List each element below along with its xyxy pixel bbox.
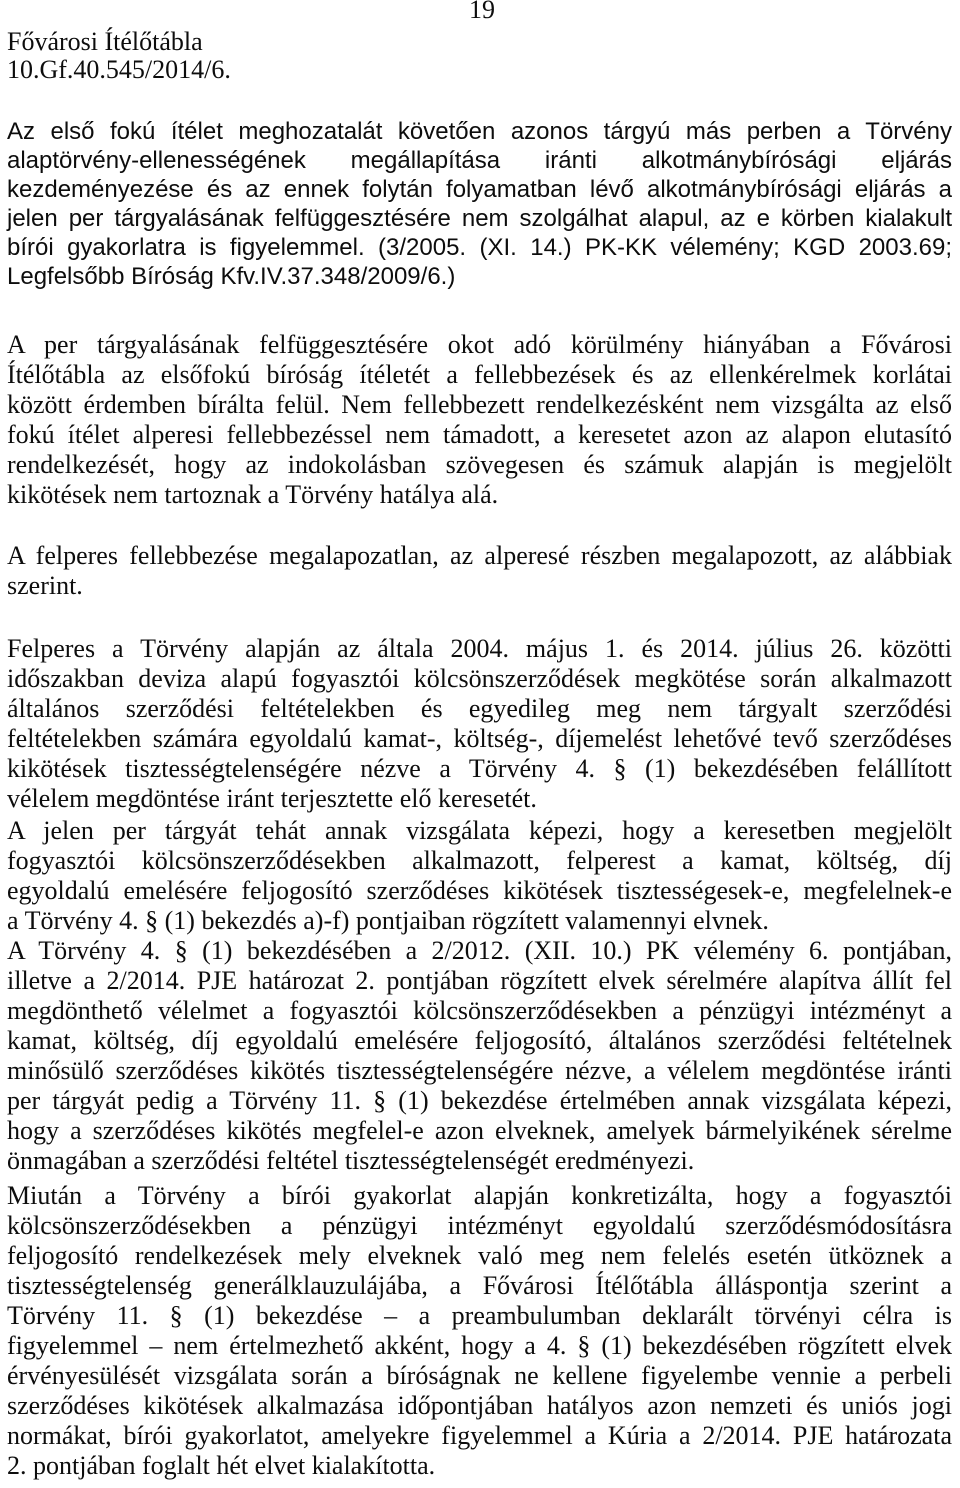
text-paragraph <box>7 541 952 601</box>
text-paragraph <box>7 936 952 1176</box>
paragraph-line: megdönthető vélelmet a fogyasztói kölcsönszerződésekben a pénzügyi intézményt a <box>7 996 952 1025</box>
paragraph-line: kölcsönszerződésekben a pénzügyi intézményt egyoldalú szerződésmódosításra <box>7 1211 952 1240</box>
paragraph-line: szerződéses kikötések alkalmazása időpontjában hatályos azon nemzeti és uniós jogi <box>7 1391 952 1420</box>
paragraph-line: per tárgyát pedig a Törvény 11. § (1) bekezdése értelmében annak vizsgálata képezi, <box>7 1086 952 1115</box>
paragraph-line: A Törvény 4. § (1) bekezdésében a 2/2012. (XII. 10.) PK vélemény 6. pontjában, <box>7 936 952 965</box>
paragraph-line: Ítélőtábla az elsőfokú bíróság ítéletét a fellebbezések és az ellenkérelmek korlátai <box>7 360 952 389</box>
text-paragraph <box>7 330 952 510</box>
document-header <box>7 28 507 84</box>
paragraph-line: Az első fokú ítélet meghozatalát követően azonos tárgyú más perben a Törvény <box>7 118 952 145</box>
paragraph-line: Felperes a Törvény alapján az általa 2004. május 1. és 2014. július 26. közötti <box>7 634 952 663</box>
paragraph-line: kezdeményezése és az ennek folytán folyamatban lévő alkotmánybírósági eljárás a <box>7 176 952 203</box>
paragraph-line: szerint. <box>7 571 83 600</box>
case-number: 10.Gf.40.545/2014/6. <box>7 55 231 84</box>
paragraph-line: A per tárgyalásának felfüggesztésére okot adó körülmény hiányában a Fővárosi <box>7 330 952 359</box>
paragraph-line: minősülő szerződéses kikötés tisztességtelenségére nézve, a vélelem megdöntése iránti <box>7 1056 952 1085</box>
paragraph-line: alaptörvény-ellenességének megállapítása iránti alkotmánybírósági eljárás <box>7 147 952 174</box>
text-paragraph <box>7 816 952 936</box>
page-number: 19 <box>469 0 495 24</box>
paragraph-line: általános szerződési feltételekben és egyedileg meg nem tárgyalt szerződési <box>7 694 952 723</box>
paragraph-line: rendelkezését, hogy az indokolásban szövegesen és számuk alapján is megjelölt <box>7 450 952 479</box>
text-paragraph <box>7 1181 952 1481</box>
paragraph-line: a Törvény 4. § (1) bekezdés a)-f) pontjaiban rögzített valamennyi elvnek. <box>7 906 769 935</box>
paragraph-line: figyelemmel – nem értelmezhető akként, hogy a 4. § (1) bekezdésében rögzített elvek <box>7 1331 952 1360</box>
text-paragraph <box>7 634 952 814</box>
paragraph-line: normákat, bírói gyakorlatot, amelyekre figyelemmel a Kúria a 2/2014. PJE határozata <box>7 1421 952 1450</box>
paragraph-line: Legfelsőbb Bíróság Kfv.IV.37.348/2009/6.) <box>7 263 456 290</box>
paragraph-line: időszakban deviza alapú fogyasztói kölcsönszerződések megkötése során alkalmazott <box>7 664 952 693</box>
paragraph-line: illetve a 2/2014. PJE határozat 2. pontjában rögzített elvek sérelmére alapítva állít fel <box>7 966 952 995</box>
paragraph-line: kamat, költség, díj egyoldalú emelésére feljogosító, általános szerződési feltételnek <box>7 1026 952 1055</box>
court-name: Fővárosi Ítélőtábla <box>7 27 203 56</box>
paragraph-line: önmagában a szerződési feltétel tisztességtelenségét eredményezi. <box>7 1146 695 1175</box>
paragraph-line: között érdemben bírálta felül. Nem fellebbezett rendelkezésként nem vizsgálta az első <box>7 390 952 419</box>
paragraph-line: jelen per tárgyalásának felfüggesztésére nem szolgálhat alapul, az e körben kialakult <box>7 205 952 232</box>
paragraph-line: A jelen per tárgyát tehát annak vizsgálata képezi, hogy a keresetben megjelölt <box>7 816 952 845</box>
text-paragraph <box>7 117 952 291</box>
paragraph-line: feljogosító rendelkezések mely elveknek való meg nem felelés esetén ütköznek a <box>7 1241 952 1270</box>
paragraph-line: fokú ítélet alperesi fellebbezéssel nem támadott, a keresetet azon az alapon elutasító <box>7 420 952 449</box>
paragraph-line: hogy a szerződéses kikötés megfelel-e azon elveknek, amelyek bármelyikének sérelme <box>7 1116 952 1145</box>
paragraph-line: feltételekben számára egyoldalú kamat-, költség-, díjemelést lehetővé tevő szerződéses <box>7 724 952 753</box>
paragraph-line: 2. pontjában foglalt hét elvet kialakította. <box>7 1451 436 1480</box>
paragraph-line: kikötések tisztességtelenségére nézve a Törvény 4. § (1) bekezdésében felállított <box>7 754 952 783</box>
paragraph-line: vélelem megdöntése iránt terjesztette elő keresetét. <box>7 784 537 813</box>
paragraph-line: A felperes fellebbezése megalapozatlan, az alperesé részben megalapozott, az alábbiak <box>7 541 952 570</box>
paragraph-line: kikötések nem tartoznak a Törvény hatálya alá. <box>7 480 499 509</box>
paragraph-line: egyoldalú emelésére feljogosító szerződéses kikötések tisztességesek-e, megfelelnek-e <box>7 876 952 905</box>
paragraph-line: Miután a Törvény a bírói gyakorlat alapján konkretizálta, hogy a fogyasztói <box>7 1181 952 1210</box>
paragraph-line: Törvény 11. § (1) bekezdése – a preambulumban deklarált törvényi célra is <box>7 1301 952 1330</box>
paragraph-line: érvényesülését vizsgálata során a bíróságnak ne kellene figyelembe vennie a perbeli <box>7 1361 952 1390</box>
paragraph-line: bírói gyakorlatra is figyelemmel. (3/2005. (XI. 14.) PK-KK vélemény; KGD 2003.69; <box>7 234 952 261</box>
paragraph-line: tisztességtelenség generálklauzulájába, a Fővárosi Ítélőtábla álláspontja szerint a <box>7 1271 952 1300</box>
paragraph-line: fogyasztói kölcsönszerződésekben alkalmazott, felperest a kamat, költség, díj <box>7 846 952 875</box>
